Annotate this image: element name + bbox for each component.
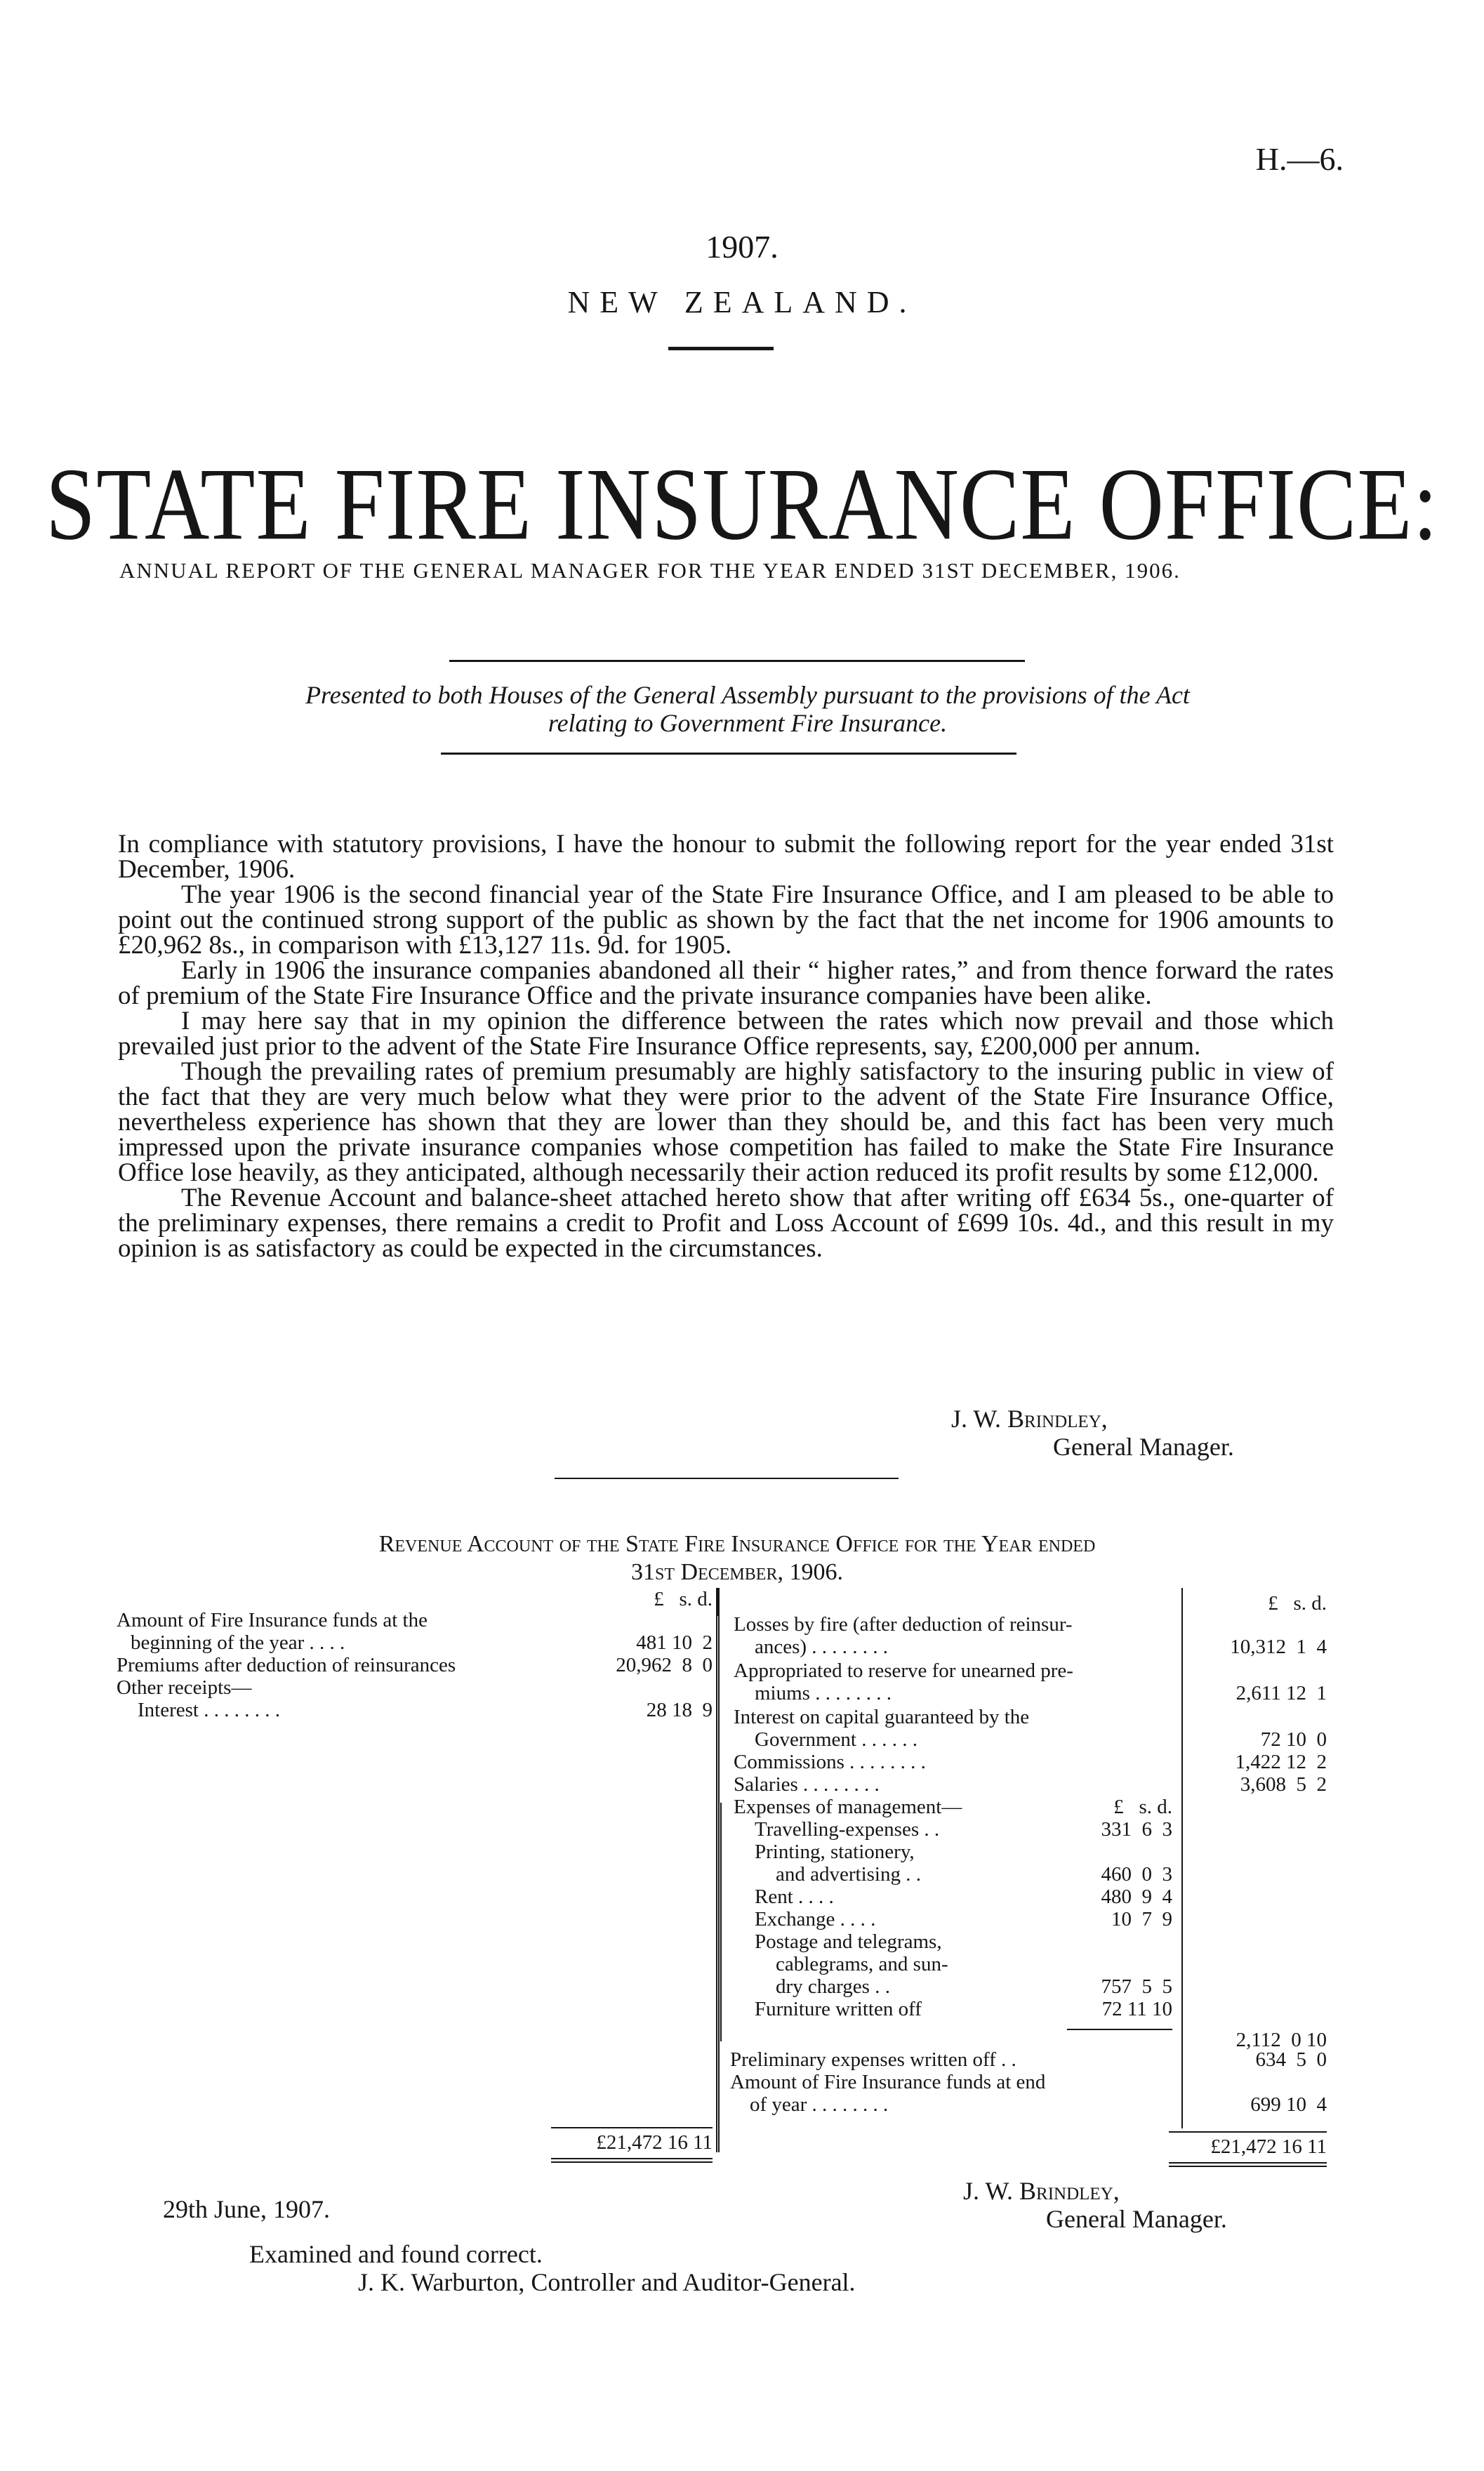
right-total-top-rule	[1169, 2131, 1327, 2133]
right-entry-label: Government . . . . . .	[755, 1728, 917, 1751]
right-entry-amount: 1,422 12 2	[1235, 1751, 1327, 1773]
auditor-line: J. K. Warburton, Controller and Auditor-General.	[358, 2268, 856, 2296]
document-title: STATE FIRE INSURANCE OFFICE:	[45, 446, 1439, 562]
left-entry-amount: 20,962 8 0	[616, 1654, 713, 1676]
right-entry-label: Expenses of management—	[734, 1796, 962, 1818]
right-entry-label: Preliminary expenses written off . .	[730, 2048, 1016, 2071]
presented-top-rule	[449, 660, 1025, 662]
account-title-line-2: 31st December, 1906.	[631, 1559, 843, 1585]
left-entry-label: Other receipts—	[117, 1676, 252, 1699]
report-paragraph: Early in 1906 the insurance companies abandoned all their “ higher rates,” and from thence forward the rates of premium of the State Fire Insurance Office and the private insurance companies have been alike.	[118, 956, 1334, 1010]
presented-line-2: relating to Government Fire Insurance.	[548, 709, 948, 737]
left-column-header: £ s. d.	[654, 1588, 713, 1610]
right-entry-label: Interest on capital guaranteed by the	[734, 1706, 1030, 1728]
right-amount-rule	[1181, 1588, 1183, 2128]
heading-divider	[668, 347, 774, 350]
presented-bottom-rule	[441, 753, 1016, 755]
management-entry-amount: 331 6 3	[1101, 1818, 1172, 1841]
left-total-amount: £21,472 16 11	[596, 2131, 713, 2154]
document-year: 1907.	[705, 229, 779, 265]
right-entry-label: Losses by fire (after deduction of reinsur-	[734, 1613, 1073, 1636]
right-column-header: £ s. d.	[1268, 1592, 1327, 1615]
right-entry-amount: 2,611 12 1	[1235, 1682, 1327, 1704]
left-total-bottom-rule	[551, 2158, 713, 2159]
report-paragraph: I may here say that in my opinion the difference between the rates which now prevail and those which prevailed just prior to the advent of the State Fire Insurance Office represents, say, £200,000 per annum.	[118, 1007, 1334, 1061]
management-entry-amount: 10 7 9	[1111, 1908, 1172, 1930]
account-signature-name: J. W. Brindley,	[963, 2177, 1120, 2205]
presented-note	[151, 681, 1344, 737]
right-entry-amount: 72 10 0	[1260, 1728, 1327, 1751]
management-entry-label: Printing, stationery,	[755, 1841, 915, 1863]
left-entry-label: Amount of Fire Insurance funds at the	[117, 1609, 428, 1631]
report-paragraph: The Revenue Account and balance-sheet attached hereto show that after writing off £634 5s., one-quarter of the preliminary expenses, there remains a credit to Profit and Loss Account of £699 10s. 4d., and this result in my opinion is as satisfactory as could be expected in the circumstances.	[118, 1184, 1334, 1263]
management-entry-amount: 757 5 5	[1101, 1975, 1172, 1998]
report-signature-title: General Manager.	[1053, 1433, 1234, 1461]
report-paragraph: The year 1906 is the second financial year of the State Fire Insurance Office, and I am pleased to be able to point out the continued strong support of the public as shown by the fact that the net income for 1906 amounts to £20,962 8s., in comparison with £13,127 11s. 9d. for 1905.	[118, 880, 1334, 960]
management-entry-label: dry charges . .	[776, 1975, 890, 1998]
management-total-amount: 2,112 0 10	[1235, 2029, 1327, 2051]
right-entry-amount: 699 10 4	[1250, 2093, 1327, 2116]
management-subtotal-rule	[1067, 2029, 1172, 2030]
left-entry-amount: 481 10 2	[636, 1631, 713, 1654]
right-entry-amount: 10,312 1 4	[1230, 1636, 1327, 1658]
section-divider	[555, 1478, 899, 1479]
center-divider	[716, 1588, 717, 2152]
left-entry-label: Interest . . . . . . . .	[138, 1699, 280, 1721]
right-entry-label: Commissions . . . . . . . .	[734, 1751, 926, 1773]
left-entry-amount: 28 18 9	[646, 1699, 713, 1721]
right-entry-label: Appropriated to reserve for unearned pre-	[734, 1660, 1073, 1682]
report-date: 29th June, 1907.	[163, 2195, 330, 2223]
management-entry-label: Exchange . . . .	[755, 1908, 876, 1930]
right-entry-label: Salaries . . . . . . . .	[734, 1773, 880, 1796]
right-entry-label: ances) . . . . . . . .	[755, 1636, 889, 1658]
right-entry-label: Amount of Fire Insurance funds at end	[730, 2071, 1046, 2093]
document-subtitle: ANNUAL REPORT OF THE GENERAL MANAGER FOR THE YEAR ENDED 31ST DECEMBER, 1906.	[119, 558, 1181, 583]
left-amount-rule	[717, 1588, 719, 1616]
report-signature-name: J. W. Brindley,	[951, 1405, 1108, 1433]
account-title	[140, 1530, 1334, 1586]
management-entry-amount: 480 9 4	[1101, 1886, 1172, 1908]
left-entry-label: beginning of the year . . . .	[131, 1631, 345, 1654]
right-entry-amount: 634 5 0	[1255, 2048, 1327, 2071]
page-reference: H.—6.	[1255, 141, 1344, 177]
right-total-bottom-rule	[1169, 2162, 1327, 2164]
country-heading: NEW ZEALAND.	[567, 285, 917, 319]
management-entry-label: Travelling-expenses . .	[755, 1818, 940, 1841]
presented-line-1: Presented to both Houses of the General Assembly pursuant to the provisions of the Act	[305, 681, 1190, 709]
management-entry-amount: 460 0 3	[1101, 1863, 1172, 1886]
report-paragraph: In compliance with statutory provisions, I have the honour to submit the following report for the year ended 31st December, 1906.	[118, 830, 1334, 884]
left-entry-label: Premiums after deduction of reinsurances	[117, 1654, 456, 1676]
management-entry-label: Postage and telegrams,	[755, 1930, 942, 1953]
report-paragraph: Though the prevailing rates of premium presumably are highly satisfactory to the insuring public in view of the fact that they are very much below what they were prior to the advent of the State Fire Insurance Office, nevertheless experience has shown that they are lower than they should be, and this fact has been very much impressed upon the private insurance companies whose competition has failed to make the State Fire Insurance Office lose heavily, as they anticipated, although necessarily their action reduced its profit results by some £12,000.	[118, 1057, 1334, 1187]
account-signature-title: General Manager.	[1046, 2205, 1227, 2233]
right-total-double-rule	[1169, 2166, 1327, 2167]
management-entry-label: cablegrams, and sun-	[776, 1953, 948, 1975]
examined-note: Examined and found correct.	[249, 2240, 543, 2268]
right-entry-label: of year . . . . . . . .	[750, 2093, 889, 2116]
management-entry-label: Rent . . . .	[755, 1886, 834, 1908]
account-title-line-1: Revenue Account of the State Fire Insurance Office for the Year ended	[378, 1531, 1096, 1557]
right-total-amount: £21,472 16 11	[1210, 2135, 1327, 2158]
left-total-double-rule	[551, 2161, 713, 2163]
right-entry-label: miums . . . . . . . .	[755, 1682, 892, 1704]
report-body	[118, 832, 1334, 1261]
management-entry-amount: 72 11 10	[1101, 1998, 1172, 2020]
left-total-top-rule	[551, 2127, 713, 2128]
right-entry-amount: 3,608 5 2	[1240, 1773, 1327, 1796]
management-rule	[720, 1803, 722, 2041]
center-divider-inner	[718, 1588, 720, 2152]
management-entry-label: Furniture written off	[755, 1998, 922, 2020]
management-column-header: £ s. d.	[1113, 1796, 1172, 1818]
management-entry-label: and advertising . .	[776, 1863, 921, 1886]
